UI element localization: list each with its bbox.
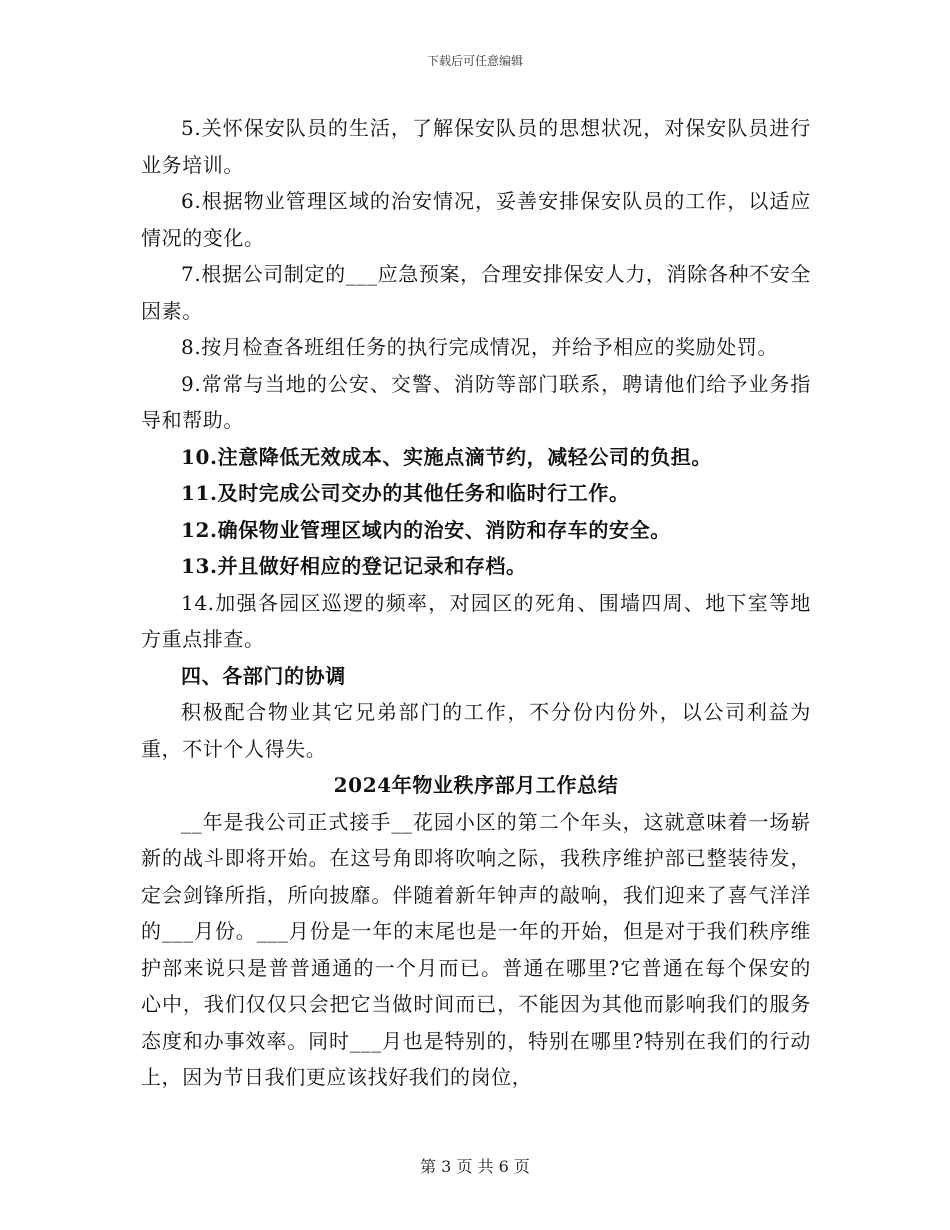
list-item-14: 14.加强各园区巡逻的频率，对园区的死角、围墙四周、地下室等地方重点排查。 — [141, 590, 811, 651]
list-item-5: 5.关怀保安队员的生活，了解保安队员的思想状况，对保安队员进行业务培训。 — [141, 116, 811, 177]
summary-paragraph: __年是我公司正式接手__花园小区的第二个年头，这就意味着一场崭新的战斗即将开始。在这号角即将吹响之际，我秩序维护部已整装待发，定会剑锋所指，所向披靡。伴随着新年钟声的敲响，我们迎来了喜气洋洋的___月份。___月份是一年的末尾也是一年的开始，但是对于我们秩序维护部来说只是普普通通的一个月而已。普通在哪里?它普通在每个保安的心中，我们仅仅只会把它当做时间而已，不能因为其他而影响我们的服务态度和办事效率。同时___月也是特别的，特别在哪里?特别在我们的行动上，因为节日我们更应该找好我们的岗位， — [141, 809, 811, 1089]
coordination-paragraph: 积极配合物业其它兄弟部门的工作，不分份内份外，以公司利益为重，不计个人得失。 — [141, 700, 811, 761]
list-item-9: 9.常常与当地的公安、交警、消防等部门联系，聘请他们给予业务指导和帮助。 — [141, 371, 811, 432]
list-item-11: 11.及时完成公司交办的其他任务和临时行工作。 — [181, 481, 630, 505]
list-item-8: 8.按月检查各班组任务的执行完成情况，并给予相应的奖励处罚。 — [181, 335, 779, 359]
page-header: 下载后可任意编辑 — [426, 54, 523, 68]
document-title: 2024年物业秩序部月工作总结 — [333, 773, 619, 797]
list-item-12: 12.确保物业管理区域内的治安、消防和存车的安全。 — [181, 517, 671, 542]
list-item-7: 7.根据公司制定的___应急预案，合理安排保安人力，消除各种不安全因素。 — [141, 262, 811, 323]
section-heading-coordination: 四、各部门的协调 — [181, 663, 346, 688]
page-footer: 第 3 页 共 6 页 — [420, 1157, 530, 1176]
list-item-10: 10.注意降低无效成本、实施点滴节约，减轻公司的负担。 — [181, 444, 712, 469]
list-item-6: 6.根据物业管理区域的治安情况，妥善安排保安队员的工作，以适应情况的变化。 — [141, 189, 811, 250]
list-item-13: 13.并且做好相应的登记记录和存档。 — [181, 554, 527, 578]
document-body — [141, 110, 811, 1096]
